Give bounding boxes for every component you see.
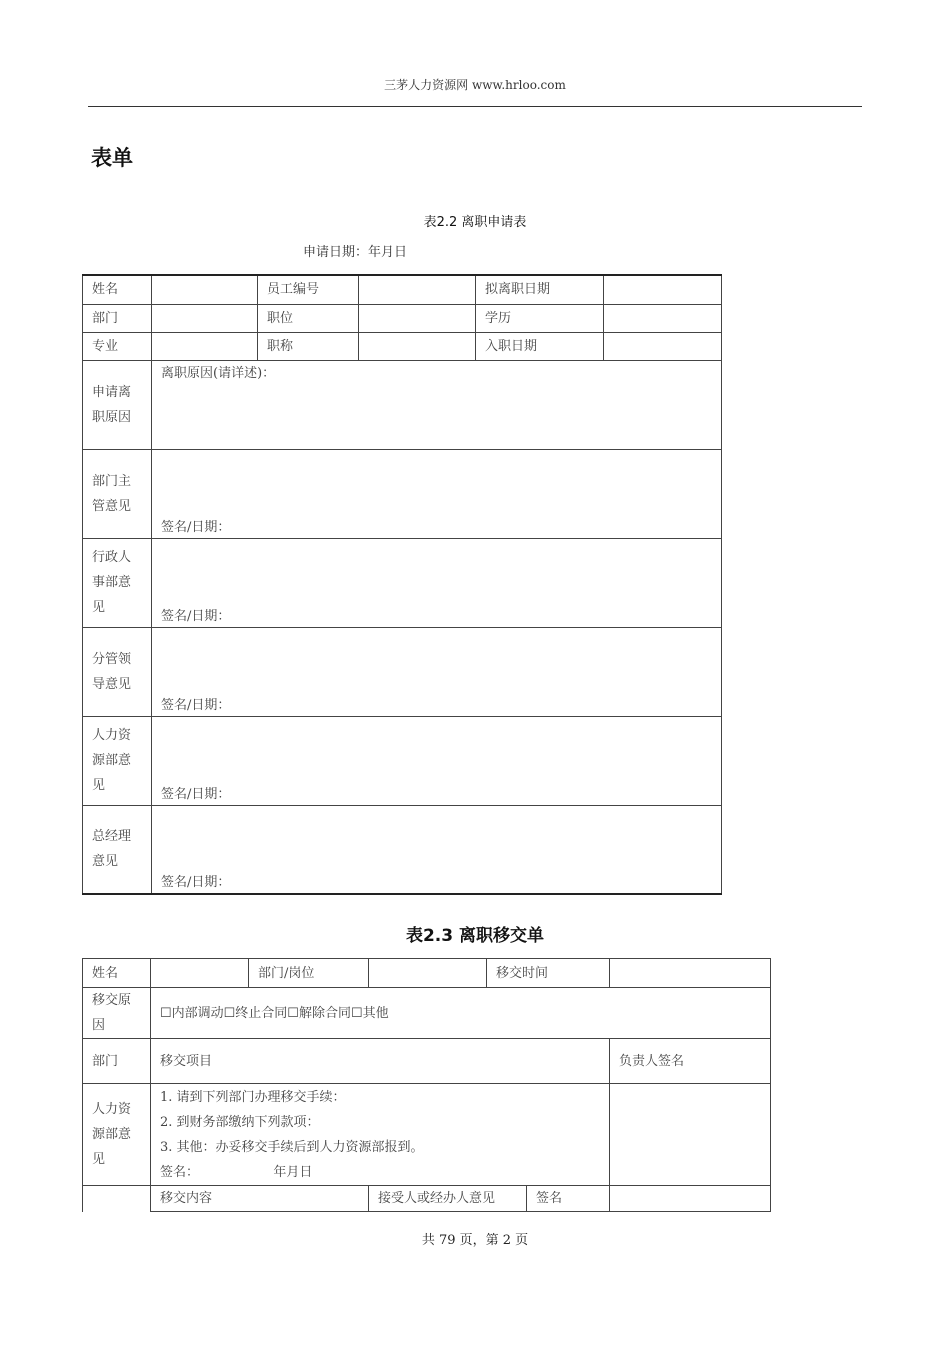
field-name[interactable]: [151, 959, 249, 988]
label-department: 部门: [83, 304, 152, 332]
signature-date-label: 签名/日期：: [161, 786, 231, 802]
table2-caption: 表2.3 离职移交单: [405, 926, 545, 946]
field-department[interactable]: [152, 304, 258, 332]
label-join-date: 入职日期: [476, 332, 604, 360]
leave-reason-prompt: 离职原因(请详述)：: [161, 365, 276, 381]
field-join-date[interactable]: [604, 332, 722, 360]
label-major: 专业: [83, 332, 152, 360]
field-dept-post[interactable]: [369, 959, 487, 988]
field-sign[interactable]: [610, 1186, 771, 1212]
field-title[interactable]: [359, 332, 476, 360]
field-leave-reason[interactable]: [152, 360, 722, 449]
label-handover-items: 移交项目: [151, 1039, 610, 1084]
field-supervising-leader-opinion[interactable]: [152, 627, 722, 716]
label-employee-no: 员工编号: [258, 275, 359, 304]
field-admin-hr-opinion[interactable]: [152, 538, 722, 627]
field-hr-signer[interactable]: [610, 1084, 771, 1186]
label-admin-hr-opinion: 行政人事部意见: [83, 538, 152, 627]
signature-date-label: 签名/日期：: [161, 519, 231, 535]
instruction-line: 1. 请到下列部门办理移交手续：: [160, 1090, 346, 1105]
label-receiver-opinion: 接受人或经办人意见: [369, 1186, 527, 1212]
label-handover-time: 移交时间: [487, 959, 610, 988]
resignation-application-table: [82, 274, 722, 895]
handover-reason-options[interactable]: ☐内部调动☐终止合同☐解除合同☐其他: [151, 988, 771, 1039]
field-planned-leave-date[interactable]: [604, 275, 722, 304]
signature-date-line: 签名： 年月日: [160, 1165, 313, 1180]
label-sign: 签名: [527, 1186, 610, 1212]
label-education: 学历: [476, 304, 604, 332]
label-signer: 负责人签名: [610, 1039, 771, 1084]
instruction-line: 3. 其他：办妥移交手续后到人力资源部报到。: [160, 1140, 424, 1155]
label-name: 姓名: [83, 959, 151, 988]
field-employee-no[interactable]: [359, 275, 476, 304]
table1-application-date: 申请日期：年月日: [303, 245, 408, 260]
field-name[interactable]: [152, 275, 258, 304]
field-major[interactable]: [152, 332, 258, 360]
instruction-line: 2. 到财务部缴纳下列款项：: [160, 1115, 320, 1130]
field-general-manager-opinion[interactable]: [152, 805, 722, 894]
label-position: 职位: [258, 304, 359, 332]
handover-table: [82, 958, 771, 1212]
signature-date-label: 签名/日期：: [161, 608, 231, 624]
field-handover-time[interactable]: [610, 959, 771, 988]
field-education[interactable]: [604, 304, 722, 332]
field-hr-dept-opinion[interactable]: [152, 716, 722, 805]
label-department: 部门: [83, 1039, 151, 1084]
label-name: 姓名: [83, 275, 152, 304]
hr-handover-instructions: [151, 1084, 610, 1186]
label-leave-reason: 申请离职原因: [83, 360, 152, 449]
label-dept-post: 部门/岗位: [249, 959, 369, 988]
label-handover-reason: 移交原因: [83, 988, 151, 1039]
label-hr-dept-opinion: 人力资源部意见: [83, 716, 152, 805]
signature-date-label: 签名/日期：: [161, 875, 231, 890]
label-supervising-leader-opinion: 分管领导意见: [83, 627, 152, 716]
header-divider: [88, 106, 862, 107]
field-dept-manager-opinion[interactable]: [152, 449, 722, 538]
label-dept-manager-opinion: 部门主管意见: [83, 449, 152, 538]
label-title: 职称: [258, 332, 359, 360]
label-planned-leave-date: 拟离职日期: [476, 275, 604, 304]
signature-date-label: 签名/日期：: [161, 697, 231, 713]
label-general-manager-opinion: 总经理意见: [83, 805, 152, 894]
table1-caption: 表2.2 离职申请表: [423, 215, 527, 230]
label-department-cell: [83, 1186, 151, 1212]
label-hr-dept-opinion: 人力资源部意见: [83, 1084, 151, 1186]
field-position[interactable]: [359, 304, 476, 332]
label-handover-content: 移交内容: [151, 1186, 369, 1212]
page-footer: 共 79 页，第 2 页: [421, 1233, 529, 1248]
page-header: 三茅人力资源网 www.hrloo.com: [384, 78, 566, 92]
section-title: 表单: [91, 146, 133, 170]
